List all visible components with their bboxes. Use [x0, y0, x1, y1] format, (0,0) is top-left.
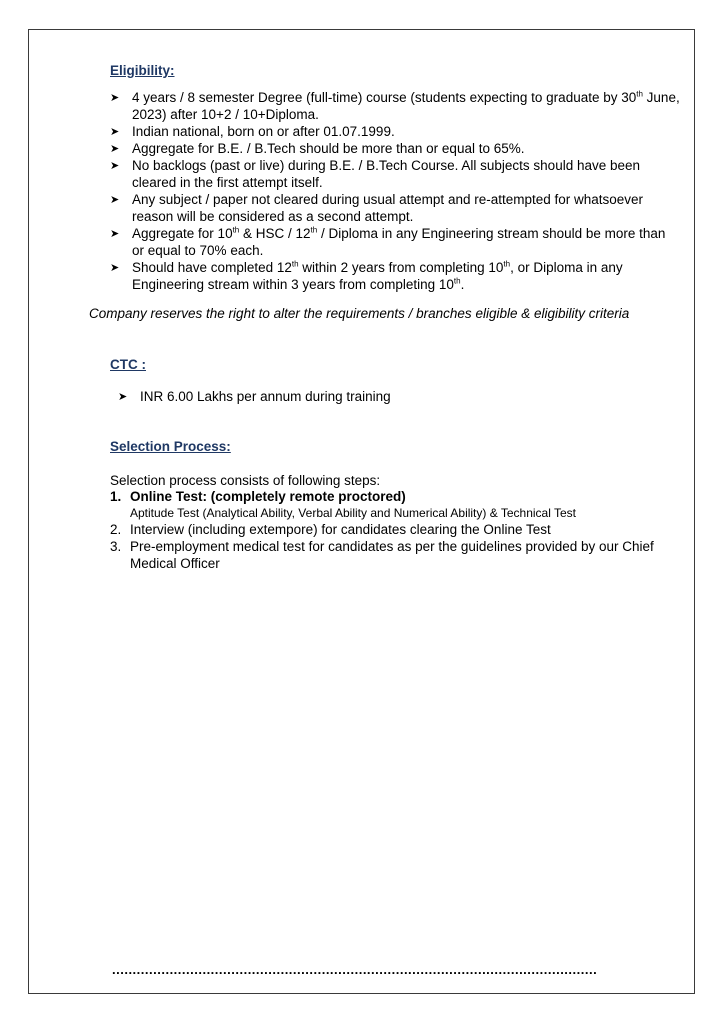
arrow-bullet-icon: ➤: [110, 193, 120, 206]
footer-dotted-line: ......................................................................................................................: [112, 966, 598, 974]
ctc-item: ➤ INR 6.00 Lakhs per annum during training: [118, 389, 391, 404]
selection-step-online-test-detail: Aptitude Test (Analytical Ability, Verbal Ability and Numerical Ability) & Technical Test: [130, 506, 576, 520]
eligibility-heading: Eligibility:: [110, 63, 175, 78]
ctc-list: [118, 388, 688, 405]
arrow-bullet-icon: ➤: [110, 125, 120, 138]
eligibility-item-reattempt: ➤ Any subject / paper not cleared during usual attempt and re-attempted for whatsoever reason will be considered as a second attempt.: [110, 192, 644, 224]
arrow-bullet-icon: ➤: [110, 142, 120, 155]
eligibility-item-aggregate-school: ➤ Aggregate for 10th & HSC / 12th / Diploma in any Engineering stream should be more than or equal to 70% each.: [110, 225, 666, 258]
selection-intro: Selection process consists of following steps:: [110, 473, 381, 488]
eligibility-item-nationality: ➤ Indian national, born on or after 01.07.1999.: [110, 124, 395, 139]
arrow-bullet-icon: ➤: [110, 159, 120, 172]
eligibility-item-degree: ➤ 4 years / 8 semester Degree (full-time) course (students expecting to graduate by 30th June, 2023) after 10+2 / 10+Diploma.: [110, 89, 680, 122]
ctc-heading: CTC :: [110, 357, 146, 372]
arrow-bullet-icon: ➤: [110, 91, 120, 104]
arrow-bullet-icon: ➤: [118, 390, 128, 403]
arrow-bullet-icon: ➤: [110, 261, 120, 274]
selection-steps: [110, 488, 680, 572]
eligibility-list: [110, 89, 680, 293]
eligibility-item-completion: ➤ Should have completed 12th within 2 years from completing 10th, or Diploma in any Engineering stream within 3 years from completing 10th.: [110, 259, 623, 292]
arrow-bullet-icon: ➤: [110, 227, 120, 240]
selection-step-online-test: 1. Online Test: (completely remote proctored) Aptitude Test (Analytical Ability, Verbal Ability and Numerical Ability) & Technical Test: [110, 488, 680, 521]
company-note: Company reserves the right to alter the requirements / branches eligible & eligibility criteria: [89, 306, 630, 321]
selection-step-medical: 3. Pre-employment medical test for candidates as per the guidelines provided by our Chief Medical Officer: [110, 539, 654, 571]
eligibility-item-aggregate-be: ➤ Aggregate for B.E. / B.Tech should be more than or equal to 65%.: [110, 141, 525, 156]
selection-heading: Selection Process:: [110, 439, 231, 454]
selection-step-interview: 2. Interview (including extempore) for candidates clearing the Online Test: [110, 522, 551, 537]
eligibility-item-backlogs: ➤ No backlogs (past or live) during B.E. / B.Tech Course. All subjects should have been cleared in the first attempt itself.: [110, 158, 641, 190]
